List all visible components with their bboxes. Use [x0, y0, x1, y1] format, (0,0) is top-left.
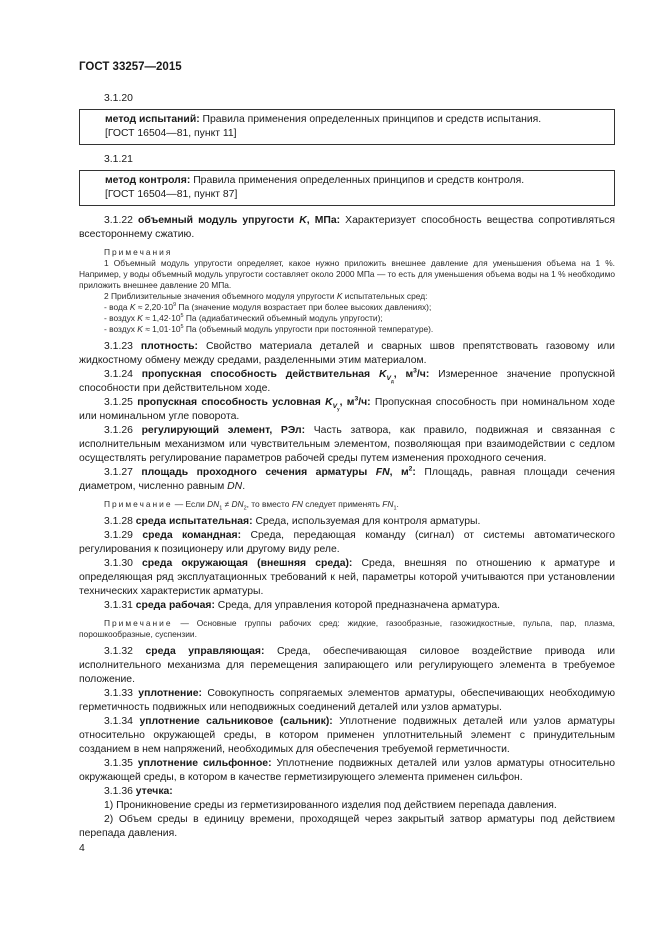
term-3-1-23: плотность:: [140, 341, 198, 352]
term-3-1-20: метод испытаний:: [105, 114, 200, 125]
clause-3-1-25: 3.1.25 пропускная способность условная $K_{V_у}$, $м^3/ч$: Пропускная способность при номинальном ходе или номинальном угле поворота.: [79, 395, 615, 422]
term-3-1-25: пропускная способность условная $K_{V_у}$, $м^3/ч$:: [137, 395, 371, 412]
clause-number-3-1-21: 3.1.21: [104, 154, 133, 165]
clause-3-1-29: 3.1.29 среда командная: Среда, передающая команду (сигнал) от системы автоматического регулирования к позиционеру или другому виду реле.: [79, 530, 615, 555]
clause-3-1-34: 3.1.34 уплотнение сальниковое (сальник): Уплотнение подвижных деталей или узлов арматуры относительно окружающей среды, в котором применен уплотнительный элемент с принудительным созданием в нем напряжений, необходимых для обеспечения требуемой герметичности.: [79, 716, 615, 755]
term-3-1-24: пропускная способность действительная $K_{V_д}$, $м^3/ч$:: [141, 367, 430, 384]
clause-3-1-31: 3.1.31 среда рабочая: Среда, для управления которой предназначена арматура.: [104, 600, 501, 611]
term-3-1-21: метод контроля:: [105, 175, 191, 186]
reference-3-1-20: [ГОСТ 16504—81, пункт 11]: [105, 128, 237, 139]
clause-3-1-35: 3.1.35 уплотнение сильфонное: Уплотнение подвижных деталей или узлов арматуры относительно окружающей среды, в котором в качестве герметизирующего элемента применен сильфон.: [79, 758, 615, 783]
definition-3-1-21: метод контроля: Правила применения определенных принципов и средств контроля.: [105, 175, 525, 186]
term-3-1-33: уплотнение:: [138, 688, 202, 699]
reference-3-1-21: [ГОСТ 16504—81, пункт 87]: [105, 189, 238, 200]
note-label: Примечание: [104, 499, 173, 509]
term-3-1-31: среда рабочая:: [135, 600, 215, 611]
note-2-water: - вода $K \approx 2,20\cdot 10^9$ Па (значение модуля возрастает при более высоких давлениях);: [104, 302, 432, 312]
term-3-1-36: утечка:: [135, 786, 173, 797]
definition-3-1-20: метод испытаний: Правила применения определенных принципов и средств испытания.: [105, 114, 542, 125]
clause-3-1-22: 3.1.22 объемный модуль упругости K, МПа: Характеризует способность вещества сопротивляться всестороннему сжатию.: [79, 215, 615, 240]
term-3-1-26: регулирующий элемент, РЭл:: [141, 425, 306, 436]
note-2: 2 Приблизительные значения объемного модуля упругости K испытательных сред:: [104, 291, 428, 301]
note-2-air-adiabatic: - воздух $K \approx 1,42\cdot 10^5$ Па (адиабатический объемный модуль упругости);: [104, 313, 383, 323]
clause-3-1-33: 3.1.33 уплотнение: Совокупность сопрягаемых элементов арматуры, обеспечивающих необходимую герметичность подвижных или неподвижных соединений деталей или узлов арматуры.: [79, 688, 615, 713]
note-3-1-31: Примечание — Основные группы рабочих сред: жидкие, газообразные, газожидкостные, пульпа, пар, плазма, порошкообразные, суспензии.: [79, 618, 615, 639]
clause-3-1-36-item-2: 2) Объем среды в единицу времени, проходящей через закрытый затвор арматуры под действием перепада давления.: [79, 814, 615, 839]
term-3-1-32: среда управляющая:: [145, 646, 265, 657]
clause-3-1-30: 3.1.30 среда окружающая (внешняя среда): Среда, внешняя по отношению к арматуре и определяющая ряд эксплуатационных требований к ней, параметры которой учитываются при установлении технических характеристик арматуры.: [79, 558, 616, 597]
document-body: [79, 92, 615, 841]
note-2-air-isothermal: - воздух $K \approx 1,01\cdot 10^5$ Па (объемный модуль упругости при постоянной температуре).: [104, 324, 434, 334]
clause-3-1-23: 3.1.23 плотность: Свойство материала деталей и сварных швов препятствовать газовому или жидкостному обмену между средами, разделенными этим материалом.: [79, 341, 615, 366]
definition-box-3-1-21: [79, 170, 615, 206]
term-3-1-22: объемный модуль упругости K, МПа:: [138, 215, 341, 226]
definition-box-3-1-20: [79, 109, 615, 145]
term-3-1-30: среда окружающая (внешняя среда):: [142, 558, 353, 569]
document-header: ГОСТ 33257—2015: [79, 61, 182, 73]
clause-3-1-26: 3.1.26 регулирующий элемент, РЭл: Часть затвора, как правило, подвижная и связанная с исполнительным механизмом или чувствительным элементом, позволяющая при взаимодействии с седлом осуществлять регулирование параметров рабочей среды путем изменения проходного сечения.: [79, 425, 615, 464]
clause-3-1-27: 3.1.27 площадь проходного сечения арматуры FN, $м^2$: Площадь, равная площади сечения диаметром, численно равным DN.: [79, 465, 616, 492]
clause-number-3-1-20: 3.1.20: [104, 93, 133, 104]
note-label: Примечание: [104, 618, 173, 628]
clause-3-1-28: 3.1.28 среда испытательная: Среда, используемая для контроля арматуры.: [104, 516, 481, 527]
note-1: 1 Объемный модуль упругости определяет, какое нужно приложить внешнее давление для уменьшения объема на 1 %. Например, у воды объемный модуль упругости составляет около 2000 МПа — то есть для уменьшения объема воды на 1 % необходимо приложить внешнее давление 20 МПа.: [79, 258, 615, 290]
term-3-1-34: уплотнение сальниковое (сальник):: [139, 716, 333, 727]
clause-3-1-36-item-1: 1) Проникновение среды из герметизированного изделия под действием перепада давления.: [104, 800, 557, 811]
clause-3-1-24: 3.1.24 пропускная способность действительная $K_{V_д}$, $м^3/ч$: Измеренное значение пропускной способности при действительном ходе.: [79, 367, 615, 394]
page-number: 4: [79, 843, 85, 854]
term-3-1-29: среда командная:: [142, 530, 242, 541]
term-3-1-27: площадь проходного сечения арматуры FN, $м^2$:: [141, 465, 416, 478]
clause-3-1-36: 3.1.36 утечка:: [104, 786, 173, 797]
notes-3-1-22: [79, 247, 615, 335]
clause-3-1-32: 3.1.32 среда управляющая: Среда, обеспечивающая силовое воздействие привода или исполнительного механизма для перемещения запирающего или регулирующего элемента в требуемое положение.: [79, 646, 616, 685]
term-3-1-35: уплотнение сильфонное:: [137, 758, 272, 769]
term-3-1-28: среда испытательная:: [135, 516, 253, 527]
notes-heading: Примечания: [104, 247, 173, 257]
note-3-1-27: Примечание — Если $DN_1 \ne DN_2$, то вместо FN следует применять $FN_1$.: [104, 499, 399, 512]
